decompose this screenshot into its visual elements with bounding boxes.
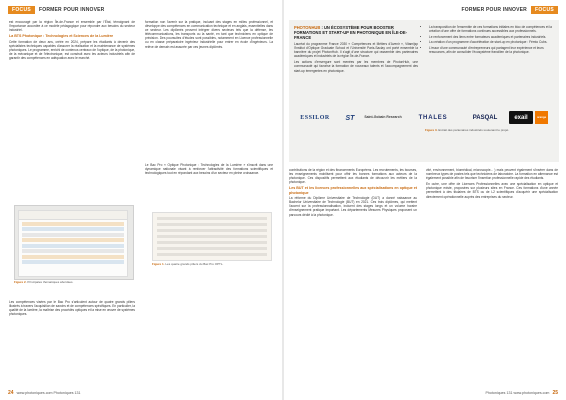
partner-logos	[295, 110, 553, 140]
right-header-title: FORMER POUR INNOVER	[461, 6, 527, 13]
st-logo: ST	[345, 114, 355, 122]
photonhub-paragraph-2: Les actions d'envergure sont menées par les membres de PhotonHub, une communauté qui favorise la formation de nouveaux talents et l'accompagnement des start-up émergentes en photonique.	[294, 60, 418, 73]
list-item: • La transposition de l'ensemble de ces formations initiales en bloc de compétences et la création d'une offre de formations continues accessibles aux professionnels.	[429, 25, 553, 33]
bts-heading: La BTS Photonique : Technologies et Sciences de la Lumière	[9, 34, 114, 39]
pillar-row	[157, 229, 267, 232]
bacpro-paragraph: Le Bac Pro « Optique Photonique : Technologies de la Lumière » s'inscrit dans une dynamique nationale visant à renforcer l'attractivité des formations scientifiques et technologiques tout en répondant aux besoins d'un secteur en pleine croissance.	[145, 163, 273, 176]
right-col1-paragraph: contributions de la région et des financements Européens. Les recrutements, les bourses, les enseignements mobilisent pour offrir les bonnes formations aux acteurs de la photonique. Ces dispositifs permettent aux étudiants de découvrir les métiers de la photonique.	[289, 168, 417, 185]
illustration-row	[22, 222, 124, 226]
right-header	[458, 5, 558, 14]
photonhub-paragraph-1: Lauréat du programme France 2030 « Compétences et Métiers d'Avenir », Vitamijsp l'Institut d'Optique Graduate School et l'Université Paris-Saclay ont porté ensemble la bannière du projet PhotonHub. Il s'agit d'une structure qui rassemble des partenaires académiques et industriels de la région Île-de-France.	[294, 42, 418, 59]
illustration-row	[22, 233, 124, 237]
intro-paragraph: est encouragé par la région Île-de-France et ensemble par l'État, témoignant de l'importance accordée à ce modèle pédagogique pour répondre aux besoins du secteur industriel.	[9, 20, 135, 33]
pillar-row	[157, 253, 267, 256]
left-column-1	[9, 20, 135, 62]
figure-3-caption	[425, 128, 553, 132]
left-header-title: FORMER POUR INNOVER	[39, 6, 105, 13]
illustration-header	[19, 211, 127, 220]
pillar-row	[157, 247, 267, 250]
figure-2-label: Figure 2.	[14, 280, 27, 284]
figure-1-frame	[152, 212, 272, 261]
right-col2-paragraph: vité, environnement, biomédical, microscopie... ) mais peuvent également s'insérer dans de nombreux types de postes tels que techniciens de laboratoire. La formation en alternance est également possible afin de favoriser l'insertion professionnelle rapide des étudiants.	[426, 168, 558, 181]
right-column-1	[289, 168, 417, 219]
left-column-2-bottom	[145, 163, 273, 177]
illustration-row	[22, 249, 124, 253]
left-footer	[8, 390, 81, 396]
but-heading: Les BUT et les licences professionnelles aux spécialisations en optique et photonique	[289, 186, 417, 195]
career-paragraph: formation non l'avenir sur la pratique, incluant des stages en milieu professionnel, et développe des compétences en communication technique et en anglais, essentielles dans ce secteur. Les diplômés peuvent intégrer divers secteurs tels que la défense, les télécommunications, les transports ou la santé, en tant que techniciens en optique de précision. Des poursuites d'études sont possibles, notamment en Licence professionnelle ou en classe préparatoire ingénieur industrielle pour entrer en école d'ingénieurs. La relève de demain est assurée par ces jeunes diplômés.	[145, 20, 273, 49]
skills-paragraph: Les compétences visées par le Bac Pro s'articulent autour de quatre grands piliers illustrés à travers l'acquisition de savoirs et de compétences spécifiques. En particulier, la qualité de la lumière, la maîtrise des procédés optiques et la mise en œuvre de systèmes photoniques.	[9, 300, 135, 317]
illustration-row	[22, 255, 124, 259]
licence-paragraph: En outre, une offre de Licences Professionnelles avec une spécialisation en optique et photonique existe, proposées sur plusieurs sites en France. Ces formations d'une année permettent à des titulaires de BTS ou de L2 scientifiques d'acquérir une spécialisation directement opérationnelle auprès des entreprises du secteur.	[426, 182, 558, 199]
essilor-logo: ESSILOR	[300, 115, 330, 121]
pillar-row	[157, 241, 267, 244]
orange-logo: orange	[535, 111, 548, 124]
left-page-number: 24	[8, 390, 14, 396]
illustration-row	[22, 227, 124, 231]
photonhub-title-rest: : UN ÉCOSYSTÈME POUR BOOSTER FORMATIONS ET START-UP EN PHOTONIQUE EN ÎLE-DE-FRANCE	[294, 25, 407, 40]
left-section-tag: FOCUS	[8, 6, 35, 14]
thales-logo: THALES	[418, 115, 448, 121]
list-item: • Le renforcement des liens entre formateurs académiques et partenaires industriels.	[429, 35, 553, 39]
saint-gobain-logo: Saint-Gobain Research	[364, 115, 402, 120]
right-section-tag: FOCUS	[531, 6, 558, 14]
pasqal-logo: PASQAL	[472, 115, 498, 121]
left-column-2	[145, 20, 273, 51]
illustration-row	[22, 260, 124, 264]
figure-2-text: Principales thématiques abordées.	[27, 280, 74, 284]
page-gutter	[282, 0, 284, 400]
illustration-row	[22, 238, 124, 242]
figure-2-caption	[14, 280, 132, 284]
photonhub-column-b	[425, 25, 553, 56]
figure-1-text: Les quatre grands piliers du Bac Pro OPTL.	[165, 262, 224, 266]
photonhub-list	[425, 25, 553, 54]
right-column-2	[426, 168, 558, 201]
photonhub-title	[294, 25, 418, 40]
list-item: • L'essor d'une communauté d'entrepreneurs qui partagent leur expérience et leurs ressources, afin de consolider l'écosystème francilien de la photonique.	[429, 46, 553, 54]
exail-logo: exail	[509, 111, 533, 124]
pillar-row	[157, 235, 267, 238]
bts-paragraph: Cette formation de deux ans, créée en 2024, prépare les étudiants à devenir des spécialistes techniques capables d'assurer la réalisation et la maintenance de systèmes photoniques. Le programme, enrichi de contenus centraux de l'optique, de la photonique, de la mécanique et de l'électronique, est construit avec les acteurs industriels afin de garantir des compétences en adéquation avec le marché.	[9, 39, 135, 61]
figure-1-label: Figure 1.	[152, 262, 165, 266]
left-footer-text: www.photoniques.com Photoniques 131	[16, 391, 81, 395]
illustration-row	[22, 244, 124, 248]
figure-3-label: Figure 3.	[425, 128, 438, 132]
pillar-row	[157, 217, 267, 220]
but-paragraph: La réforme du Diplôme Universitaire de Technologie (DUT) a donné naissance au Bachelor Universitaire de Technologie (BUT) en 2021. Ces trois diplômes, qui mettent l'accent sur la professionnalisation, incluent des stages longs et un volume horaire d'enseignement pratique important. Les départements Mesures Physiques proposent un parcours dédié à la photonique.	[289, 196, 417, 217]
right-footer-text: Photoniques 131 www.photoniques.com	[485, 391, 550, 395]
right-page-number: 25	[552, 390, 558, 396]
pillar-row	[157, 223, 267, 226]
photonhub-column-a	[294, 42, 418, 75]
left-column-1-bottom	[9, 300, 135, 318]
thematiques-illustration	[18, 210, 128, 277]
figure-1-caption	[152, 262, 270, 266]
right-footer	[486, 390, 559, 396]
list-item: • La création d'un programme d'accélération de start-up en photonique : Fémto Cubs.	[429, 40, 553, 44]
figure-3-text: Extrait des partenaires industriels soutenant le projet.	[438, 128, 510, 132]
left-header	[8, 5, 108, 14]
photonhub-title-brand: PHOTONHUB	[294, 25, 321, 30]
